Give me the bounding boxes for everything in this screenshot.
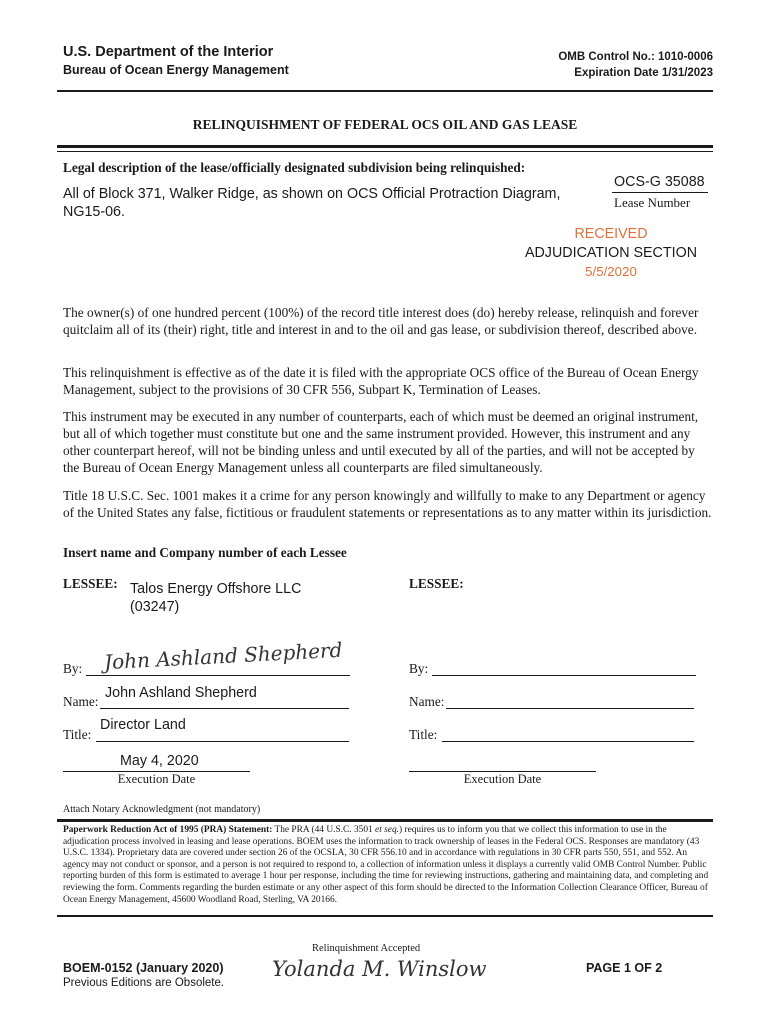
lease-number-label: Lease Number [614, 195, 691, 210]
lessee-left-company: Talos Energy Offshore LLC [130, 581, 302, 597]
lessee-left-name-line [100, 708, 349, 709]
legal-description-heading: Legal description of the lease/officially designated subdivision being relinquished: [63, 160, 526, 175]
form-title: RELINQUISHMENT OF FEDERAL OCS OIL AND GAS LEASE [192, 117, 578, 132]
pra-rule-bottom [57, 915, 713, 917]
header-rule [57, 90, 713, 92]
pra-statement [63, 825, 713, 906]
lessee-left-name-value: John Ashland Shepherd [105, 685, 257, 701]
title-rule-bottom [57, 151, 713, 152]
bureau-name: Bureau of Ocean Energy Management [63, 63, 289, 77]
lessee-left-date-value: May 4, 2020 [120, 753, 199, 769]
lessee-left-title-value: Director Land [100, 717, 186, 733]
received-date: 5/5/2020 [585, 264, 637, 279]
adjudication-section: ADJUDICATION SECTION [524, 245, 698, 261]
legal-description-line2: NG15-06. [63, 204, 125, 220]
pra-text-b: ) requires us to inform you that we collect this information to use in the adjudication process involved in leasing and lease operations. BOEM uses the information to track ownership of leases in the Federal OCS. Responses are mandatory (43 U.S.C. 1334). Proprietary data are covered under section 26 of the OCSLA, 30 CFR 556.10 and in accordance with regulations in 30 CFR parts 550, 551, and 552. An agency may not conduct or sponsor, and a person is not required to respond to, a collection of information unless it displays a currently valid OMB Control Number. Public reporting burden of this form is estimated to average 1 hour per response, including the time for reviewing instructions, gathering and maintaining data, and completing and reviewing the form. Comments regarding the burden estimate or any other aspect of this form should be directed to the Information Collection Clearance Officer, Bureau of Ocean Energy Management, 45600 Woodland Road, Sterling, VA 20166. [63, 825, 709, 905]
lessee-left-by-line [86, 675, 350, 676]
lease-number-value: OCS-G 35088 [614, 174, 705, 190]
lessee-left-title-label: Title: [63, 727, 92, 742]
usc-paragraph: Title 18 U.S.C. Sec. 1001 makes it a crime for any person knowingly and willfully to make to any Department or agency of the United States any false, fictitious or fraudulent statements or representations as to any matter within its jurisdiction. [63, 488, 712, 520]
insert-lessee-heading: Insert name and Company number of each Lessee [63, 545, 347, 560]
form-id: BOEM-0152 (January 2020) [63, 961, 224, 975]
lessee-right-label: LESSEE: [409, 576, 464, 591]
lessee-right-title-label: Title: [409, 727, 438, 742]
relinquishment-accepted-label: Relinquishment Accepted [312, 943, 421, 954]
omb-control-number: OMB Control No.: 1010-0006 [558, 51, 713, 63]
expiration-date: Expiration Date 1/31/2023 [574, 67, 713, 79]
lessee-left-label: LESSEE: [63, 576, 118, 591]
lessee-right-date-label: Execution Date [463, 772, 542, 786]
received-stamp: RECEIVED [574, 226, 648, 242]
page-number: PAGE 1 OF 2 [586, 961, 663, 975]
lessee-right-title-line [442, 741, 694, 742]
lessee-right-by-label: By: [409, 661, 429, 676]
lessee-left-date-label: Execution Date [117, 772, 196, 786]
counterparts-paragraph: This instrument may be executed in any number of counterparts, each of which must be deemed an original instrument, but all of which together must constitute but one and the same instrument provided. However, this instrument and any other counterpart hereof, will not be binding unless and until executed by all of the parties, and will not be accepted by the Bureau of Ocean Energy Management unless all counterparts are filed simultaneously. [63, 409, 699, 475]
title-rule-top [57, 145, 713, 148]
obsolete-note: Previous Editions are Obsolete. [63, 977, 225, 989]
lessee-left-title-line [96, 741, 349, 742]
accepted-signature: Yolanda M. Winslow [272, 957, 487, 981]
lessee-right-name-label: Name: [409, 694, 445, 709]
notary-note: Attach Notary Acknowledgment (not mandatory) [63, 804, 261, 815]
lessee-left-company-number: (03247) [130, 599, 180, 615]
lessee-right-by-line [432, 675, 696, 676]
effective-paragraph: This relinquishment is effective as of the date it is filed with the appropriate OCS office of the Bureau of Ocean Energy Management, subject to the provisions of 30 CFR 556, Subpart K, Termination of Leases. [63, 365, 699, 397]
lessee-left-by-label: By: [63, 661, 83, 676]
lessee-right-name-line [446, 708, 694, 709]
lessee-left-name-label: Name: [63, 694, 99, 709]
agency-name: U.S. Department of the Interior [63, 44, 274, 60]
legal-description-line1: All of Block 371, Walker Ridge, as shown on OCS Official Protraction Diagram, [63, 186, 561, 202]
pra-rule-top [57, 819, 713, 822]
pra-text-italic: et seq. [375, 825, 399, 835]
lease-number-line [612, 192, 708, 193]
pra-heading: Paperwork Reduction Act of 1995 (PRA) Statement: [63, 825, 273, 835]
release-paragraph: The owner(s) of one hundred percent (100%) of the record title interest does (do) hereby release, relinquish and forever quitclaim all of its (their) right, title and interest in and to the oil and gas lease, or subdivision thereof, described above. [63, 305, 699, 337]
lessee-left-signature: John Ashland Shepherd [103, 637, 343, 675]
pra-text-a: The PRA (44 U.S.C. 3501 [272, 825, 376, 835]
